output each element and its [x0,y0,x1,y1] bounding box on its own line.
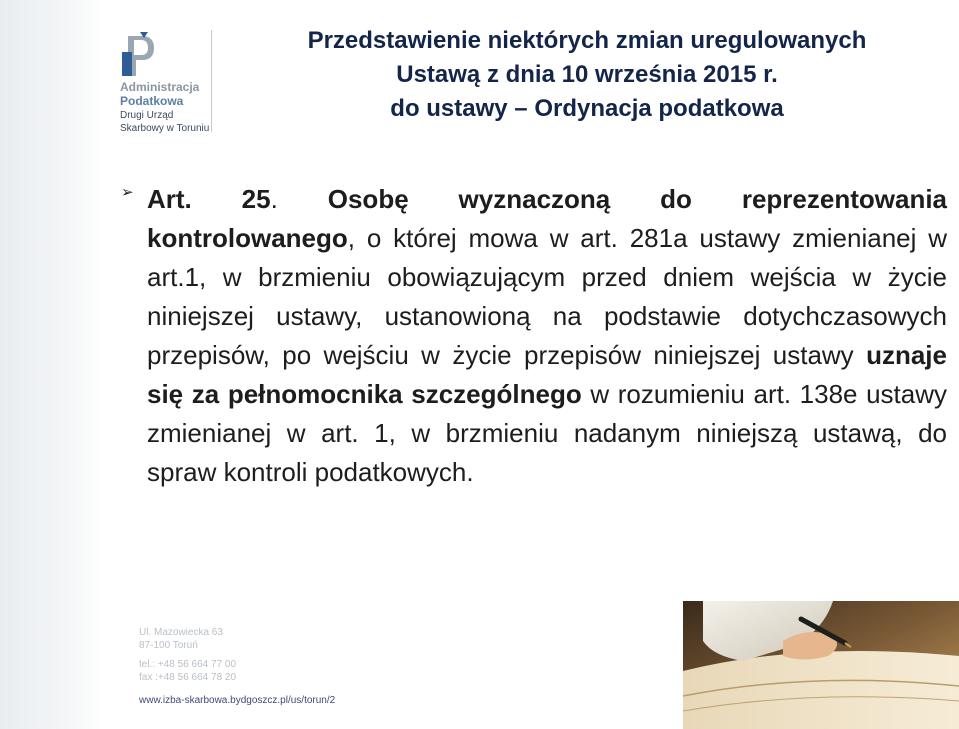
title-line-2: Ustawą z dnia 10 września 2015 r. [396,61,778,88]
paragraph-text-end: w rozumieniu art. 138e ustawy zmienianej w art. 1, w brzmieniu nadanym niniejszą ustawą, do spraw kontroli podatkowych. [147,379,948,487]
logo-text-office: Drugi Urząd [120,110,174,121]
article-separator: . [270,184,328,214]
left-decorative-band [0,0,104,729]
logo-divider [211,30,212,132]
footer-website-link[interactable]: www.izba-skarbowa.bydgoszcz.pl/us/torun/2 [139,695,336,706]
logo-text-office-city: Skarbowy w Toruniu [120,123,210,134]
logo [112,30,212,140]
administracja-podatkowa-logo-icon [120,30,156,78]
article-paragraph [147,180,947,492]
logo-text-administracja: Administracja [120,80,200,94]
bold-phrase-proxy: uznaje się za pełnomocnika szczególnego [147,340,947,409]
bold-phrase-representative: Osobę wyznaczoną do reprezentowania kontrolowanego [147,184,948,253]
footer-address-street: Ul. Mazowiecka 63 [139,627,223,638]
title-line-1: Przedstawienie niektórych zmian uregulowanych [307,27,867,54]
footer-fax: fax :+48 56 664 78 20 [139,672,237,683]
footer-address-city: 87-100 Toruń [139,640,198,651]
article-number: Art. 25 [147,184,271,214]
logo-text-podatkowa: Podatkowa [120,94,184,108]
bullet-arrow-icon: ➢ [121,184,134,201]
book-writing-photo [683,601,959,729]
footer-contact [139,626,335,707]
paragraph-text: , o której mowa w art. 281a ustawy zmienianej w art.1, w brzmieniu obowiązującym przed dniem wejścia w życie niniejszej ustawy, ustanowioną na podstawie dotychczasowych przepisów, po wejściu w życie przepisów niniejszej ustawy [147,223,947,370]
title-line-3: do ustawy – Ordynacja podatkowa [390,95,784,122]
page-title [222,24,952,126]
footer-phone: tel.: +48 56 664 77 00 [139,659,237,670]
